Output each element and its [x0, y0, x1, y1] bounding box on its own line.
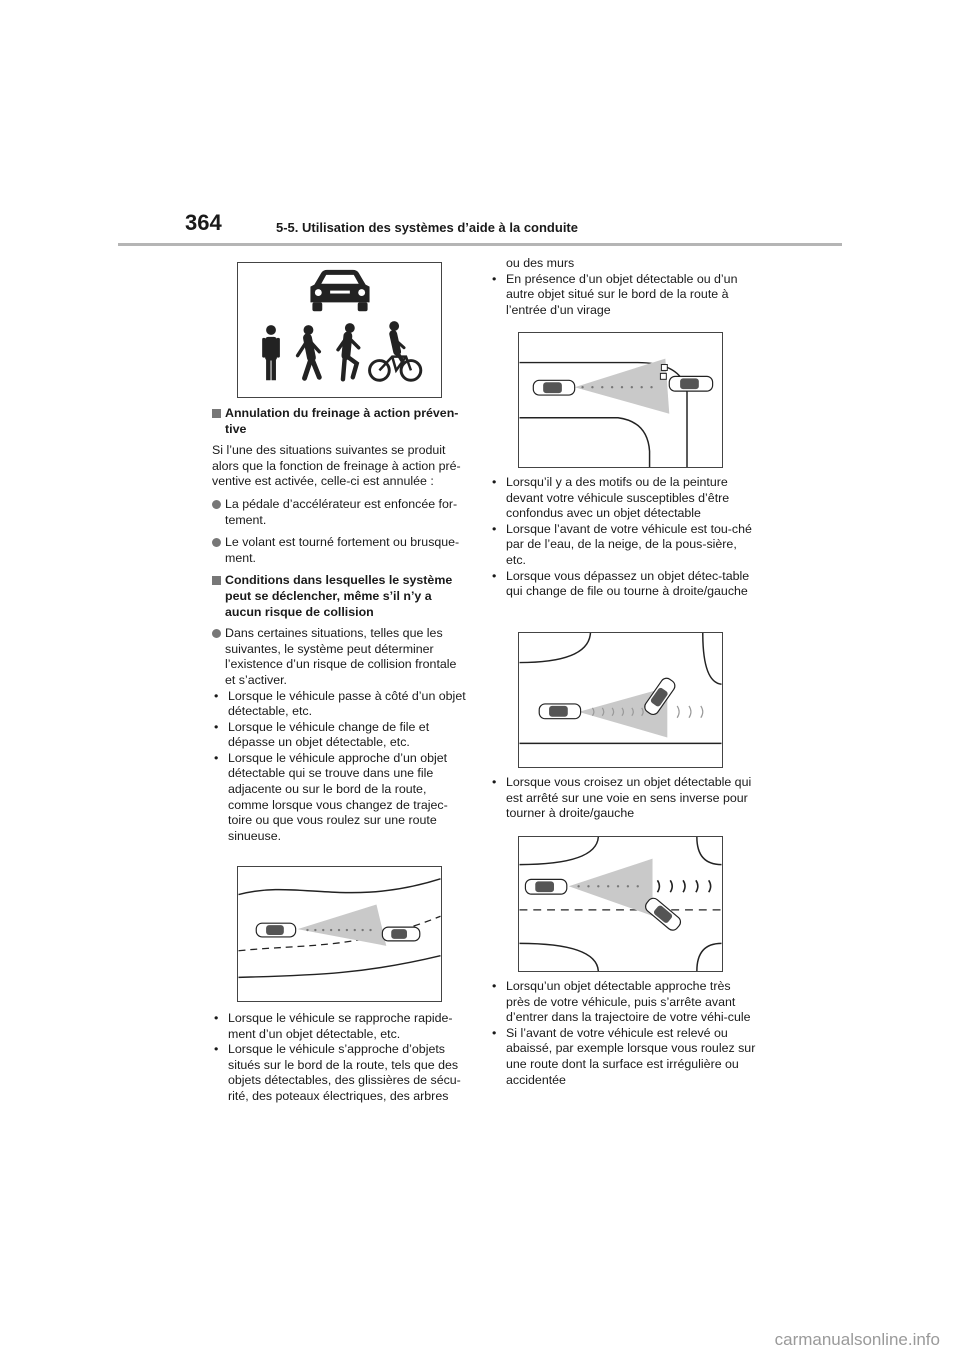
conditions-list-b: [212, 1011, 470, 1105]
figure-curved-road: [237, 866, 442, 1002]
own-car-icon: [525, 879, 566, 894]
conditions-list-f: [490, 979, 756, 1088]
circle-bullet-icon: [212, 500, 221, 509]
pedestrian-walking-icon: [298, 325, 320, 378]
list-item: • Lorsqu’il y a des motifs ou de la peinture devant votre véhicule susceptibles d’être confondus avec un objet détectable: [492, 475, 730, 521]
cancel-intro: Si l’une des situations suivantes se produit alors que la fonction de freinage à action pré-ventive est activée, celle-ci est annulée :: [212, 443, 461, 489]
figure-curve-entrance: [518, 332, 723, 468]
own-car-icon: [533, 380, 574, 395]
cancel-item: Le volant est tourné fortement ou brusque-ment.: [212, 535, 470, 566]
list-item: • Lorsque le véhicule change de file et dépasse un objet détectable, etc.: [214, 719, 430, 750]
square-bullet-icon: [212, 576, 221, 585]
figure-turning-vehicle: [518, 632, 723, 768]
conditions-intro: Dans certaines situations, telles que les suivantes, le système peut déterminer l’existence d’un risque de collision frontale et s’activer.: [212, 626, 470, 688]
list-item: • Lorsque le véhicule passe à côté d’un objet détectable, etc.: [214, 688, 466, 719]
figure-detectable-objects: [237, 262, 442, 398]
pedestrian-running-icon: [338, 323, 359, 379]
cyclist-icon: [370, 321, 421, 380]
list-item: • Lorsque le véhicule s’approche d’objets situés sur le bord de la route, tels que des objets détectables, des glissières de sécu-rité, des poteaux électriques, des arbres: [214, 1042, 461, 1103]
own-car-icon: [539, 704, 580, 719]
detected-car-icon: [382, 927, 419, 941]
right-column-top: [490, 256, 756, 324]
continuation-text: ou des murs: [506, 256, 575, 270]
figure-stopped-oncoming: [518, 836, 723, 972]
list-item: • En présence d’un objet détectable ou d’un autre objet situé sur le bord de la route à l’entrée d’un virage: [492, 271, 738, 317]
conditions-list-d: [490, 475, 756, 600]
circle-bullet-icon: [212, 629, 221, 638]
curve-entrance-illustration: [519, 333, 722, 467]
list-item: • Lorsqu’un objet détectable approche très près de votre véhicule, puis s’arrête avant d’entrer dans la trajectoire de votre véhi-cule: [492, 979, 751, 1025]
conditions-list-c: [490, 272, 756, 319]
header-rule: [118, 243, 842, 246]
circle-bullet-icon: [212, 538, 221, 547]
detectable-objects-illustration: [238, 263, 441, 397]
watermark: carmanualsonline.info: [774, 1330, 940, 1349]
section-title: 5-5. Utilisation des systèmes d’aide à la conduite: [276, 220, 578, 235]
square-bullet-icon: [212, 409, 221, 418]
turning-vehicle-illustration: [519, 633, 722, 767]
page-number: 364: [185, 210, 222, 235]
list-item: • Lorsque vous croisez un objet détectable qui est arrêté sur une voie en sens inverse pour tourner à droite/gauche: [492, 775, 752, 821]
pedestrian-standing-icon: [262, 325, 280, 380]
own-car-icon: [256, 923, 295, 937]
list-item: • Lorsque le véhicule approche d’un objet détectable qui se trouve dans une file adjacente ou sur le bord de la route, comme lorsque vous changez de trajec-toire ou que vous roulez sur une route sinueuse.: [214, 750, 448, 843]
list-item: • Lorsque l’avant de votre véhicule est tou-ché par de l’eau, de la neige, de la pous-sière, etc.: [492, 521, 752, 567]
list-item: • Lorsque le véhicule se rapproche rapide-ment d’un objet détectable, etc.: [214, 1011, 453, 1041]
conditions-heading: Conditions dans lesquelles le système peut se déclencher, même s’il n’y a aucun risque de collision: [212, 573, 470, 620]
left-column: [212, 406, 470, 850]
conditions-list-e: [490, 775, 756, 822]
list-item: • Lorsque vous dépassez un objet détec-table qui change de file ou tourne à droite/gauche: [492, 568, 750, 599]
detected-car-icon: [669, 376, 712, 391]
conditions-list-a: [212, 689, 470, 845]
cancel-item: La pédale d’accélérateur est enfoncée for-tement.: [212, 497, 470, 528]
list-item: • Si l’avant de votre véhicule est relevé ou abaissé, par exemple lorsque vous roulez sur une route dont la surface est irrégulière ou accidentée: [492, 1025, 756, 1087]
stopped-oncoming-illustration: [519, 837, 722, 971]
curved-road-illustration: [238, 867, 441, 1001]
cancel-heading: Annulation du freinage à action préven-tive: [212, 406, 470, 437]
